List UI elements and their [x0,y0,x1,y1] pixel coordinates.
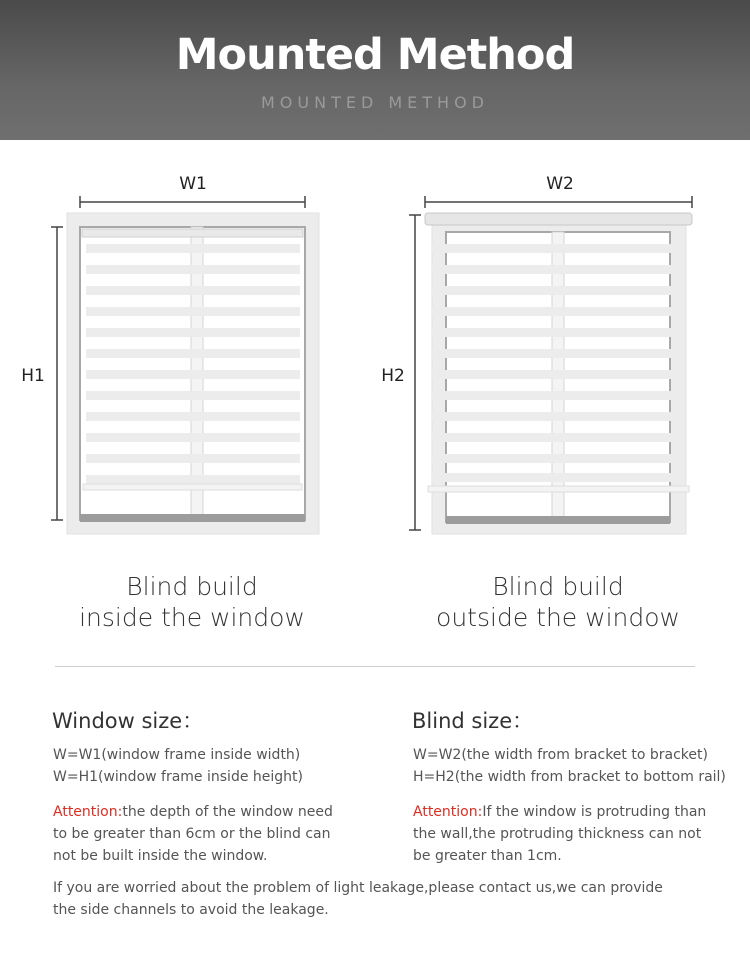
inside-caption-line2: inside the window [79,603,305,632]
footer-note [53,877,663,921]
blind-attention-line2: the wall,the protruding thickness can not [413,826,702,842]
blind-attention-note [413,801,706,867]
w2-label: W2 [546,174,574,194]
section-divider [55,666,695,667]
header-banner [0,0,750,140]
outside-caption-line1: Blind build [492,572,624,601]
window-attention-label: Attention: [53,804,123,820]
window-size-formulas [53,744,303,788]
footer-note-line1: If you are worried about the problem of light leakage,please contact us,we can provide [53,880,663,896]
inside-caption-line1: Blind build [126,572,258,601]
inside-caption [42,571,342,633]
bottom-rail [83,484,302,490]
blind-attention-line3: be greater than 1cm. [413,848,562,864]
blind-size-line1: W=W2(the width from bracket to bracket) [413,747,708,763]
blind-size-line2: H=H2(the width from bracket to bottom rail) [413,769,726,785]
window-size-line2: W=H1(window frame inside height) [53,769,303,785]
window-attention-note [53,801,333,867]
headrail [425,213,692,225]
blind-size-heading: Blind size： [412,709,534,733]
window-attention-line2: to be greater than 6cm or the blind can [53,826,331,842]
blind-attention-text: If the window is protruding than [482,804,707,820]
h1-label: H1 [21,366,45,386]
outside-caption [408,571,708,633]
blind-size-formulas [413,744,726,788]
page-title: Mounted Method [175,30,575,80]
window-attention-text: the depth of the window need [122,804,333,820]
blind-attention-label: Attention: [413,804,483,820]
window-size-heading: Window size： [52,709,204,733]
inside-mount-diagram [21,174,319,534]
page-subtitle: MOUNTED METHOD [261,93,489,112]
w1-label: W1 [179,174,207,194]
footer-note-line2: the side channels to avoid the leakage. [53,902,329,918]
mounting-diagrams [0,160,750,560]
window-size-line1: W=W1(window frame inside width) [53,747,301,763]
h2-label: H2 [381,366,405,386]
bottom-rail-outside [428,486,689,492]
window-attention-line3: not be built inside the window. [53,848,268,864]
outside-mount-diagram [381,174,692,534]
outside-caption-line2: outside the window [436,603,680,632]
